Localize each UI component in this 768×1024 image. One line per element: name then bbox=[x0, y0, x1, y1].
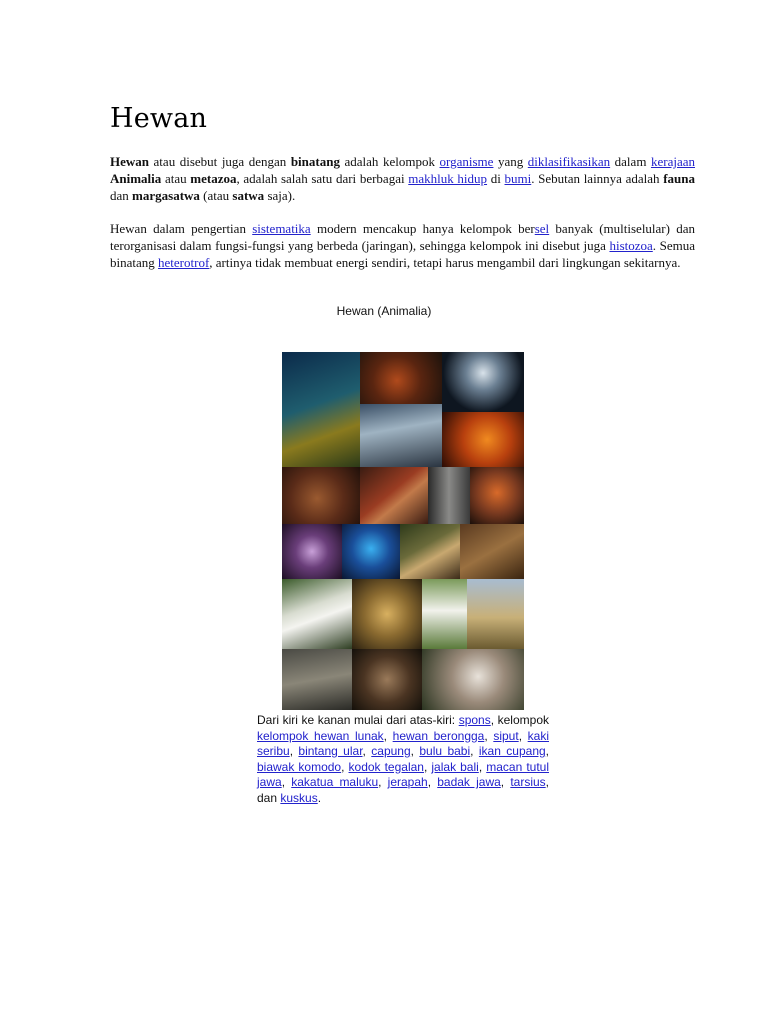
photo-tile bbox=[360, 404, 442, 467]
caption-separator: , bbox=[362, 744, 372, 758]
caption-separator: , bbox=[341, 759, 349, 774]
caption-separator: , bbox=[410, 744, 420, 758]
caption-separator: , bbox=[427, 775, 438, 789]
text-run: dalam bbox=[610, 154, 651, 169]
photo-tile bbox=[442, 352, 524, 412]
text-run: , adalah salah satu dari berbagai bbox=[236, 171, 409, 186]
caption-link-jerapah[interactable]: jerapah bbox=[387, 775, 428, 789]
caption-link-kaki-seribu[interactable]: kaki seribu bbox=[257, 728, 549, 758]
text-run: , artinya tidak membuat energi sendiri, tetapi harus mengambil dari lingkungan sekitarnya. bbox=[209, 255, 681, 270]
caption-link-siput[interactable]: siput bbox=[493, 728, 519, 743]
photo-tile bbox=[460, 524, 524, 579]
link-histozoa[interactable]: histozoa bbox=[609, 238, 653, 253]
link-sistematika[interactable]: sistematika bbox=[252, 221, 311, 236]
caption-link-biawak-komodo[interactable]: biawak komodo bbox=[257, 759, 342, 774]
text-run: . Sebutan lainnya adalah bbox=[531, 171, 664, 186]
caption-link-kodok-tegalan[interactable]: kodok tegalan bbox=[348, 759, 424, 774]
link-bumi[interactable]: bumi bbox=[504, 171, 532, 186]
photo-tile bbox=[282, 579, 352, 649]
link-organisme[interactable]: organisme bbox=[439, 154, 494, 169]
text-run: dan bbox=[110, 188, 133, 203]
bold-term: margasatwa bbox=[132, 188, 200, 203]
text-run: di bbox=[487, 171, 505, 186]
caption-link-capung[interactable]: capung bbox=[371, 744, 411, 758]
caption-separator: , bbox=[289, 744, 299, 758]
photo-tile bbox=[282, 649, 352, 710]
definition-paragraph bbox=[110, 220, 695, 271]
photo-tile bbox=[282, 524, 342, 579]
photo-tile bbox=[360, 467, 428, 524]
intro-paragraph bbox=[110, 153, 695, 204]
animal-photo-collage bbox=[282, 352, 524, 710]
caption-link-tarsius[interactable]: tarsius bbox=[510, 775, 546, 789]
photo-tile bbox=[282, 352, 360, 467]
photo-tile bbox=[422, 579, 467, 649]
caption-separator: , bbox=[484, 728, 494, 743]
caption-link-bulu-babi[interactable]: bulu babi bbox=[419, 744, 471, 758]
photo-tile bbox=[470, 467, 524, 524]
caption-separator: , bbox=[423, 759, 432, 774]
caption-separator: , bbox=[383, 728, 393, 743]
caption-link-jalak-bali[interactable]: jalak bali bbox=[431, 759, 479, 774]
bold-term: Hewan bbox=[110, 154, 149, 169]
link-diklasifikasikan[interactable]: diklasifikasikan bbox=[527, 154, 611, 169]
caption-text: , dan bbox=[257, 775, 550, 805]
text-run: . Semua binatang bbox=[110, 238, 695, 270]
bold-term: metazoa bbox=[190, 171, 237, 186]
caption-separator: , bbox=[470, 744, 479, 758]
caption-separator: , bbox=[378, 775, 388, 789]
caption-link-macan-tutul-jawa[interactable]: macan tutul jawa bbox=[257, 759, 549, 789]
caption-link-spons[interactable]: spons bbox=[458, 713, 491, 727]
link-makhluk-hidup[interactable]: makhluk hidup bbox=[408, 171, 488, 186]
caption-separator: , bbox=[478, 759, 487, 774]
link-kerajaan[interactable]: kerajaan bbox=[650, 154, 695, 169]
text-run: modern mencakup hanya kelompok ber bbox=[310, 221, 535, 236]
text-run: atau disebut juga dengan bbox=[149, 154, 291, 169]
photo-tile bbox=[282, 467, 360, 524]
caption-text: Dari kiri ke kanan mulai dari atas-kiri: bbox=[257, 713, 459, 727]
text-run: atau bbox=[161, 171, 191, 186]
text-run: Hewan dalam pengertian bbox=[110, 221, 253, 236]
caption-separator: , bbox=[281, 775, 292, 789]
photo-tile bbox=[422, 649, 524, 710]
caption-link-hewan-berongga[interactable]: hewan berongga bbox=[392, 728, 485, 743]
caption-link-kuskus[interactable]: kuskus bbox=[280, 790, 318, 805]
figure-title: Hewan (Animalia) bbox=[336, 304, 432, 318]
caption-link-badak-jawa[interactable]: badak jawa bbox=[437, 775, 501, 789]
figure-caption bbox=[257, 713, 549, 806]
photo-tile bbox=[442, 412, 524, 467]
photo-tile bbox=[352, 579, 422, 649]
caption-separator: , bbox=[545, 744, 550, 758]
caption-text: , kelompok bbox=[490, 713, 549, 727]
caption-link-bintang-ular[interactable]: bintang ular bbox=[298, 744, 363, 758]
text-run: (atau bbox=[199, 188, 233, 203]
photo-tile bbox=[467, 579, 524, 649]
caption-text: . bbox=[317, 790, 322, 805]
bold-term: binatang bbox=[290, 154, 340, 169]
text-run: yang bbox=[493, 154, 528, 169]
caption-link-kelompok-hewan-lunak[interactable]: kelompok hewan lunak bbox=[257, 728, 384, 743]
photo-tile bbox=[352, 649, 422, 710]
bold-term: Animalia bbox=[110, 171, 162, 186]
photo-tile bbox=[360, 352, 442, 404]
link-sel[interactable]: sel bbox=[534, 221, 550, 236]
caption-link-ikan-cupang[interactable]: ikan cupang bbox=[478, 744, 546, 758]
bold-term: fauna bbox=[663, 171, 696, 186]
caption-separator: , bbox=[518, 728, 528, 743]
text-run: adalah kelompok bbox=[339, 154, 440, 169]
photo-tile bbox=[400, 524, 460, 579]
text-run: banyak (multiselular) dan terorganisasi dalam fungsi-fungsi yang berbeda (jaringan), sehingga kelompok ini disebut juga bbox=[110, 221, 695, 253]
caption-link-kakatua-maluku[interactable]: kakatua maluku bbox=[291, 775, 379, 789]
page-title: Hewan bbox=[110, 103, 208, 134]
photo-tile bbox=[428, 467, 470, 524]
text-run: saja). bbox=[264, 188, 296, 203]
photo-tile bbox=[342, 524, 400, 579]
bold-term: satwa bbox=[232, 188, 265, 203]
caption-separator: , bbox=[500, 775, 511, 789]
link-heterotrof[interactable]: heterotrof bbox=[158, 255, 210, 270]
